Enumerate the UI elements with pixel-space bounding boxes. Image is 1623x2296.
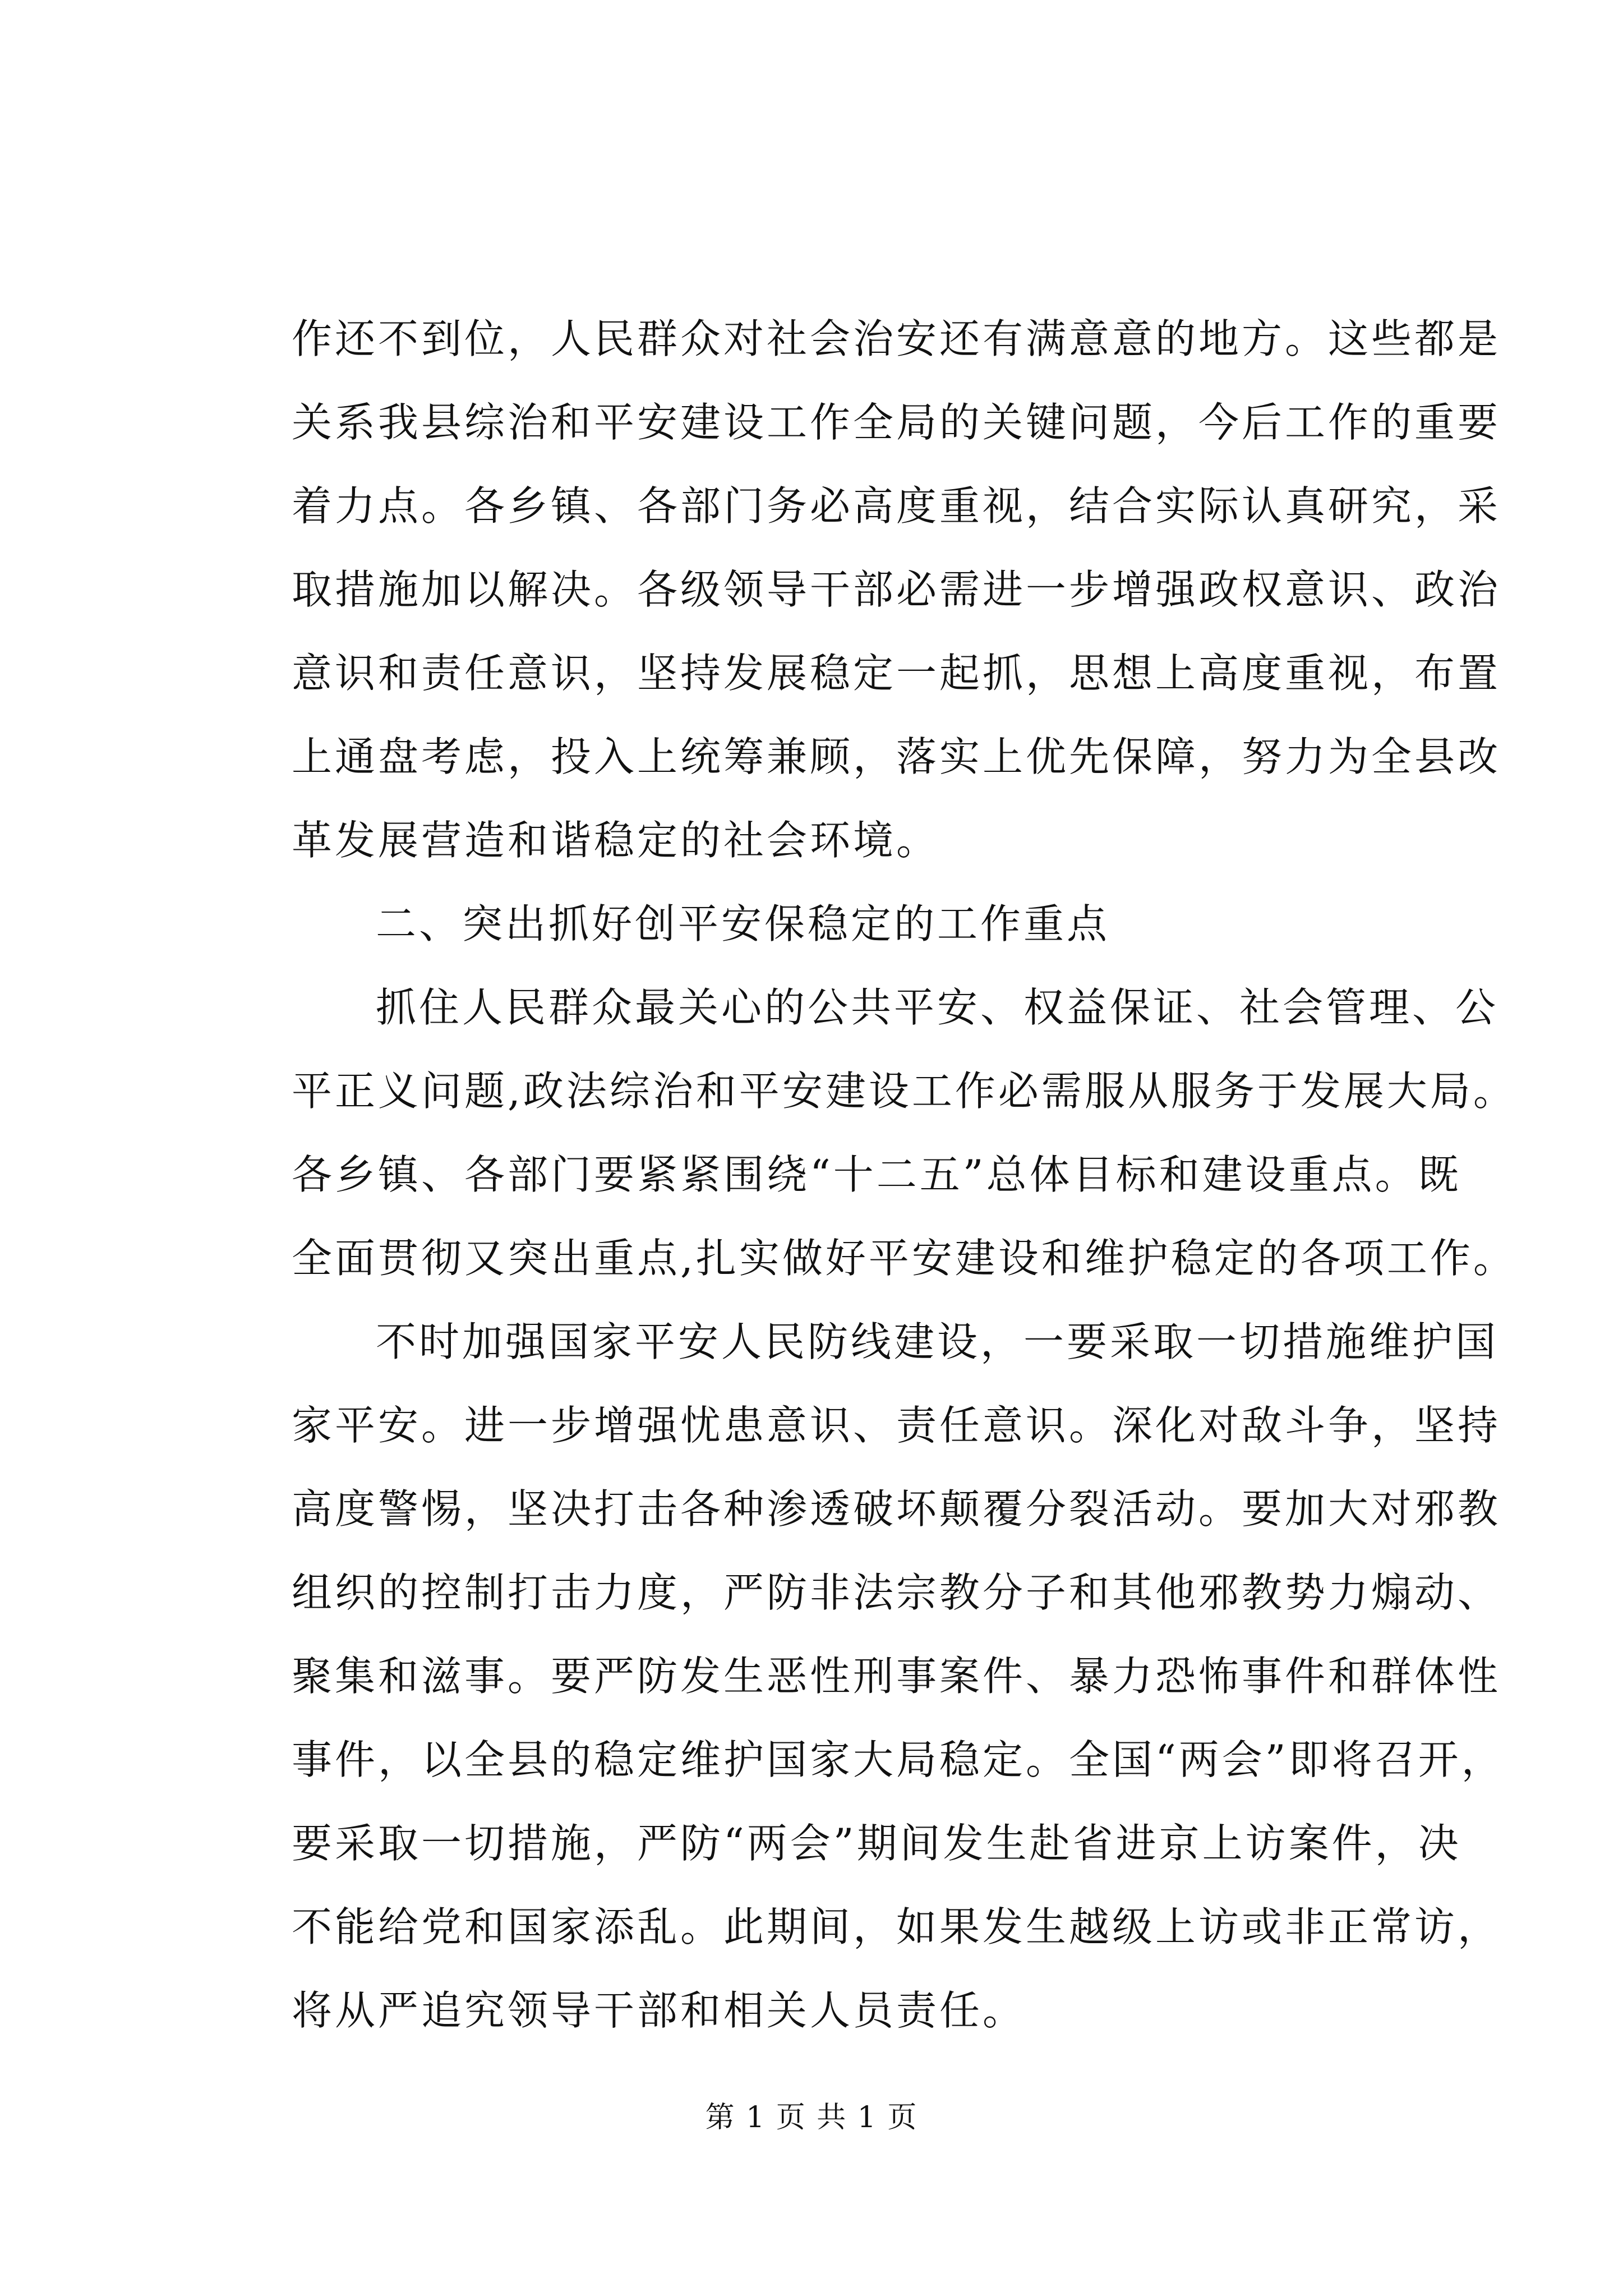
section-heading: 二、突出抓好创平安保稳定的工作重点 — [376, 900, 1110, 947]
text-line: 上通盘考虑，投入上统筹兼顾，落实上优先保障，努力为全县改 — [292, 733, 1501, 780]
text-line: 着力点。各乡镇、各部门务必高度重视，结合实际认真研究，采 — [292, 482, 1501, 530]
page-footer: 第 1 页 共 1 页 — [705, 2101, 918, 2134]
text-line: 聚集和滋事。要严防发生恶性刑事案件、暴力恐怖事件和群体性 — [292, 1653, 1501, 1700]
text-line: 家平安。进一步增强忧患意识、责任意识。深化对敌斗争，坚持 — [292, 1402, 1501, 1449]
text-line: 作还不到位，人民群众对社会治安还有满意意的地方。这些都是 — [292, 315, 1501, 362]
text-line: 将从严追究领导干部和相关人员责任。 — [292, 1987, 1026, 2034]
text-line: 高度警惕，坚决打击各种渗透破坏颠覆分裂活动。要加大对邪教 — [292, 1485, 1501, 1533]
text-line: 不时加强国家平安人民防线建设，一要采取一切措施维护国 — [376, 1318, 1499, 1365]
text-line: 抓住人民群众最关心的公共平安、权益保证、社会管理、公 — [376, 984, 1499, 1031]
text-line: 革发展营造和谐稳定的社会环境。 — [292, 817, 940, 864]
text-line: 要采取一切措施，严防“两会”期间发生赴省进京上访案件，决 — [292, 1820, 1461, 1867]
text-line: 不能给党和国家添乱。此期间，如果发生越级上访或非正常访， — [292, 1903, 1501, 1950]
text-line: 事件，以全县的稳定维护国家大局稳定。全国“两会”即将召开， — [292, 1736, 1505, 1783]
text-line: 关系我县综治和平安建设工作全局的关键问题，今后工作的重要 — [292, 399, 1501, 446]
text-line: 取措施加以解决。各级领导干部必需进一步增强政权意识、政治 — [292, 566, 1501, 613]
text-line: 意识和责任意识，坚持发展稳定一起抓，思想上高度重视，布置 — [292, 650, 1501, 697]
text-line: 各乡镇、各部门要紧紧围绕“十二五”总体目标和建设重点。既 — [292, 1151, 1461, 1198]
text-line: 全面贯彻又突出重点,扎实做好平安建设和维护稳定的各项工作。 — [292, 1235, 1516, 1282]
text-line: 平正义问题,政法综治和平安建设工作必需服从服务于发展大局。 — [292, 1068, 1516, 1115]
text-line: 组织的控制打击力度，严防非法宗教分子和其他邪教势力煽动、 — [292, 1569, 1501, 1616]
document-body — [292, 297, 1516, 2053]
